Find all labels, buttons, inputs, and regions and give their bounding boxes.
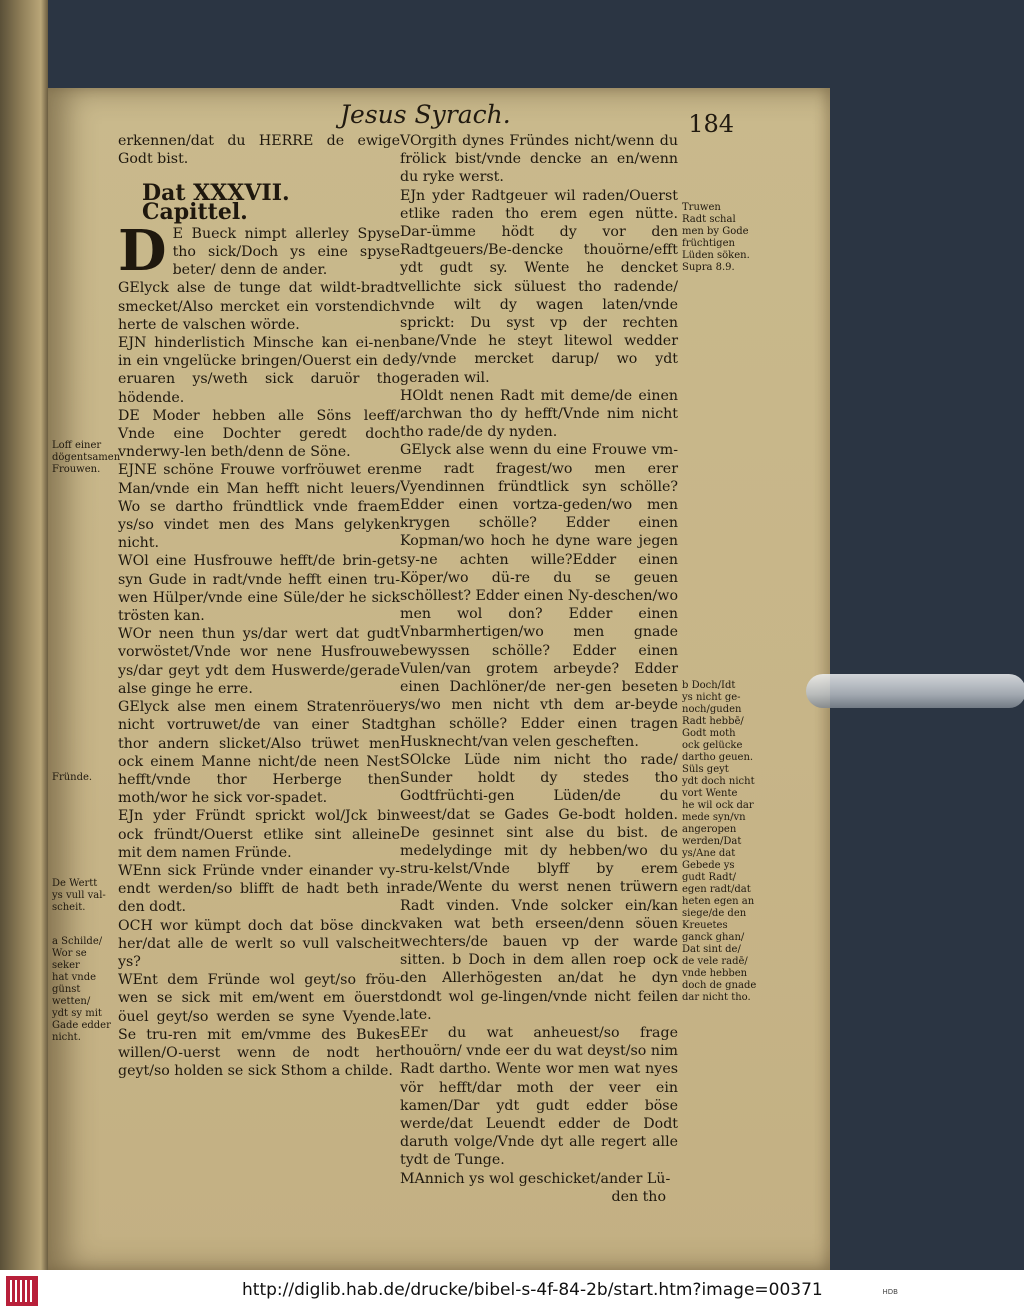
right-column (400, 132, 678, 1206)
catchword: den tho (611, 1188, 666, 1205)
chapter-heading: Dat XXXVII. Capittel. (142, 180, 290, 225)
footer-bar (0, 1270, 1024, 1312)
paragraph: WOl eine Husfrouwe hefft/de brin-get syn Gude in radt/vnde hefft einen tru-wen Hülper/vnde eine Süle/der he sick trösten kan. (118, 553, 400, 625)
paragraph: EJN hinderlistich Minsche kan ei-nen in ein vngelücke bringen/Ouerst ein de eruaren ys/weth sick daruör tho hödende. (118, 335, 400, 406)
paragraph: SOlcke Lüde nim nicht tho rade/ Sunder holdt dy stedes tho Godtfrüchti-gen Lüden/de du weest/dat se Gades Ge-bodt holden. De gesinnet sint alse du bist. de medelydinge mit dy hebben/wo du stru-kelst/Vnde blyff by erem rade/Wente du werst nenen trüwern Radt vinden. Vnde solcker ein/kan vaken wat beth erseen/denn söuen wechters/de bauen vp der warde sitten. b Doch in dem allen roep ock den Allerhögesten an/dat he dyn dondt wol ge-lingen/vnde nicht feilen late. (400, 751, 678, 1023)
side-note-de-werlt: De Wertt ys vull val- scheit. (52, 878, 106, 913)
paragraph: HOldt nenen Radt mit deme/de einen archwan tho dy hefft/Vnde nim nicht tho rade/de dy nyden. (400, 387, 678, 441)
side-note-doch: b Doch/Idt ys nicht ge- noch/guden Radt hebbē/ Godt moth ock gelücke dartho geuen. Süls geyt ydt doch nicht vort Wente he wil ock dar mede syn/vn angeropen werden/Dat ys/Ane dat Gebede ys gudt Radt/ egen radt/dat heten egen an siege/de den Kreuetes ganck ghan/ Dat sint de/ de vele radē/ vnde hebben doch de gnade dar nicht tho. (682, 680, 757, 1003)
paragraph: WOr neen thun ys/dar wert dat gudt vorwöstet/Vnde wor nene Husfrouwe ys/dar geyt ydt dem Huswerde/gerade alse ginge he erre. (118, 626, 400, 697)
running-head: Jesus Syrach. (340, 100, 511, 129)
paragraph: OCH wor kümpt doch dat böse dinck her/dat alle de werlt so vull valscheit ys? (118, 917, 400, 970)
paragraph: EJNE schöne Frouwe vorfröuwet eren Man/vnde ein Man hefft nicht leuers/ Wo se dartho fründtlick vnde fraem ys/so vindet men des Mans gelyken nicht. (118, 462, 400, 552)
adjacent-page-edge (0, 0, 48, 1270)
paragraph: GElyck alse wenn du eine Frouwe vm-me radt fragest/wo men erer Vyendinnen fründtlick syn schölle? Edder einen vortza-geden/wo men krygen schölle? Edder einen Kopman/wo hoch he dyne ware jegen sy-ne achten wille?Edder einen Köper/wo dü-re du se geuen schöllest? Edder einen Ny-deschen/wo men wol don? Edder einen Vnbarmhertigen/wo men gnade bewyssen schölle? Edder einen Vulen/van grotem arbeyde? Edder einen Dachlöner/de ner-gen beseten ys/wo men nicht vth dem ar-beyde ghan schölle? Edder einen tragen Husknecht/van velen gescheften. (400, 442, 678, 750)
book-page (48, 88, 830, 1270)
paragraph: DE Moder hebben alle Söns leeff/ Vnde eine Dochter geredt doch vnderwy-len beth/denn de Söne. (118, 407, 400, 461)
side-note-schilde: a Schilde/ Wor se seker hat vnde günst wetten/ ydt sy mit Gade edder nicht. (52, 936, 111, 1043)
book-clip (806, 674, 1024, 708)
library-logo-icon (6, 1276, 38, 1306)
side-note-frunde: Fründe. (52, 772, 93, 783)
paragraph: VOrgith dynes Fründes nicht/wenn du frölick bist/vnde dencke an en/wenn du ryke werst. (400, 133, 678, 186)
paragraph: erkennen/dat du HERRE de ewige Godt bist. (118, 133, 400, 168)
paragraph: EJn yder Fründt sprickt wol/Jck bin ock fründt/Ouerst etlike sint alleine mit dem namen Fründe. (118, 808, 400, 861)
source-url[interactable]: http://diglib.hab.de/drucke/bibel-s-4f-84-2b/start.htm?image=00371 (242, 1280, 823, 1300)
paragraph-text: E Bueck nimpt allerley Spyse tho sick/Doch ys eine spyse beter/ denn de ander. (172, 225, 400, 279)
paragraph: EJn yder Radtgeuer wil raden/Ouerst etlike raden tho erem egen nütte. Dar-ümme hödt dy vor den Radtgeuers/Be-dencke thouörne/efft ydt gudt sy. Wente he dencket vellichte sick süluest tho radende/ vnde wilt dy wagen laten/vnde sprickt: Du syst vp der rechten bane/Vnde he steyt litewol wedder dy/vnde mercket darup/ wo ydt geraden wil. (400, 187, 678, 386)
paragraph: GElyck alse men einem Stratenröuer nicht vortruwet/de van einer Stadt thor andern slicket/Also trüwet men ock einem Manne nicht/de neen Nest hefft/vnde thor Herberge then moth/wor he sick vor-spadet. (118, 699, 400, 807)
paragraph: EEr du wat anheuest/so frage thouörn/ vnde eer du wat deyst/so nim Radt dartho. Wente wor men wat nyes vör hefft/dar moth der veer ein kamen/Dar ydt gudt edder böse werde/dat Leuendt edder de Dodt daruth volge/Vnde dyt alle regert alle tydt de Tunge. (400, 1024, 678, 1169)
paragraph: GElyck alse de tunge dat wildt-bradt smecket/Also mercket ein vorstendich herte de valschen wörde. (118, 280, 400, 333)
paragraph: WEnn sick Fründe vnder einander vy-endt werden/so blifft de hadt beth in den dodt. (118, 862, 400, 916)
paragraph: WEnt dem Fründe wol geyt/so fröu-wen se sick mit em/went em öuerst öuel geyt/so werden se syne Vyende. Se tru-ren mit em/vmme des Bukes willen/O-uerst wenn de nodt her geyt/so holden se sick Sthom a childe. (118, 972, 400, 1080)
side-note-truwen: Truwen Radt schal men by Gode früchtigen Lüden söken. Supra 8.9. (682, 202, 750, 273)
page-number: 184 (688, 110, 734, 138)
side-note-loff: Loff einer dögentsamen Frouwen. (52, 440, 121, 475)
left-column (118, 132, 400, 1080)
footer-code: HDB (882, 1288, 898, 1296)
paragraph (118, 217, 400, 284)
drop-cap: D (118, 217, 167, 284)
paragraph: MAnnich ys wol geschicket/ander Lü- (400, 1170, 671, 1187)
